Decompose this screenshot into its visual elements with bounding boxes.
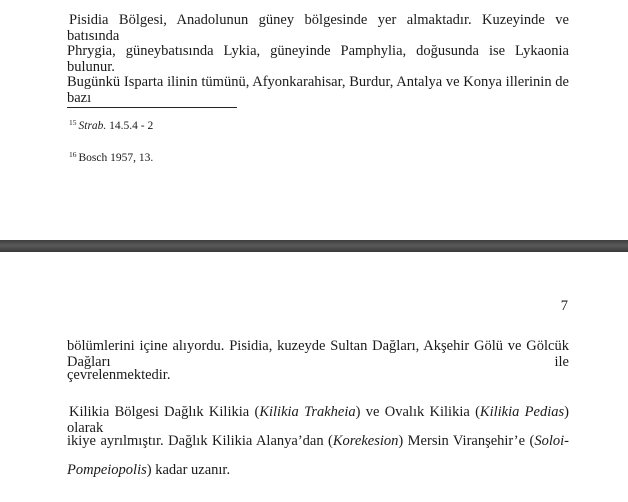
footnote-16 [69, 150, 153, 164]
footnote-number: 15 [69, 118, 77, 127]
body-text-line: Bugünkü Isparta ilinin tümünü, Afyonkarahisar, Burdur, Antalya ve Konya illerinin de bazı [67, 74, 569, 106]
footnote-italic-text: Strab. [78, 120, 107, 132]
body-text-line: çevrelenmektedir. [67, 367, 171, 383]
italic-term: Korekesion [332, 433, 399, 449]
document-page-bottom [0, 252, 628, 502]
text-span: ) Mersin Viranşehir’e ( [398, 433, 535, 449]
body-text-line: bölümlerini içine alıyordu. Pisidia, kuzeyde Sultan Dağları, Akşehir Gölü ve Gölcük Dağları ile [67, 338, 569, 370]
footnote-15 [69, 118, 153, 132]
italic-term: Soloi- [534, 433, 569, 449]
body-text-line: Phrygia, güneybatısında Lykia, güneyinde Pamphylia, doğusunda ise Lykaonia bulunur. [67, 43, 569, 75]
footnote-number: 16 [69, 150, 77, 159]
text-span: ikiye ayrılmıştır. Dağlık Kilikia Alanya’dan ( [67, 433, 333, 449]
body-text-line [67, 462, 230, 478]
body-text-line [67, 404, 569, 436]
italic-term: Kilikia Pedias [479, 404, 565, 420]
text-span: ) olarak [67, 404, 569, 436]
footnote-text: Bosch 1957, 13. [78, 152, 154, 164]
footnote-separator [67, 107, 237, 108]
document-page-top [0, 0, 628, 240]
italic-term: Kilikia Trakheia [259, 404, 356, 420]
page-break-gap [0, 240, 628, 252]
text-span: ) ve Ovalık Kilikia ( [355, 404, 480, 420]
body-text-line [67, 433, 569, 449]
footnote-text: 14.5.4 - 2 [106, 120, 154, 132]
text-span: ) kadar uzanır. [146, 462, 231, 478]
text-span: Kilikia Bölgesi Dağlık Kilikia ( [69, 404, 260, 420]
page-number: 7 [560, 298, 568, 314]
italic-term: Pompeiopolis [67, 462, 147, 478]
body-text-line: Pisidia Bölgesi, Anadolunun güney bölgesinde yer almaktadır. Kuzeyinde ve batısında [67, 12, 569, 44]
